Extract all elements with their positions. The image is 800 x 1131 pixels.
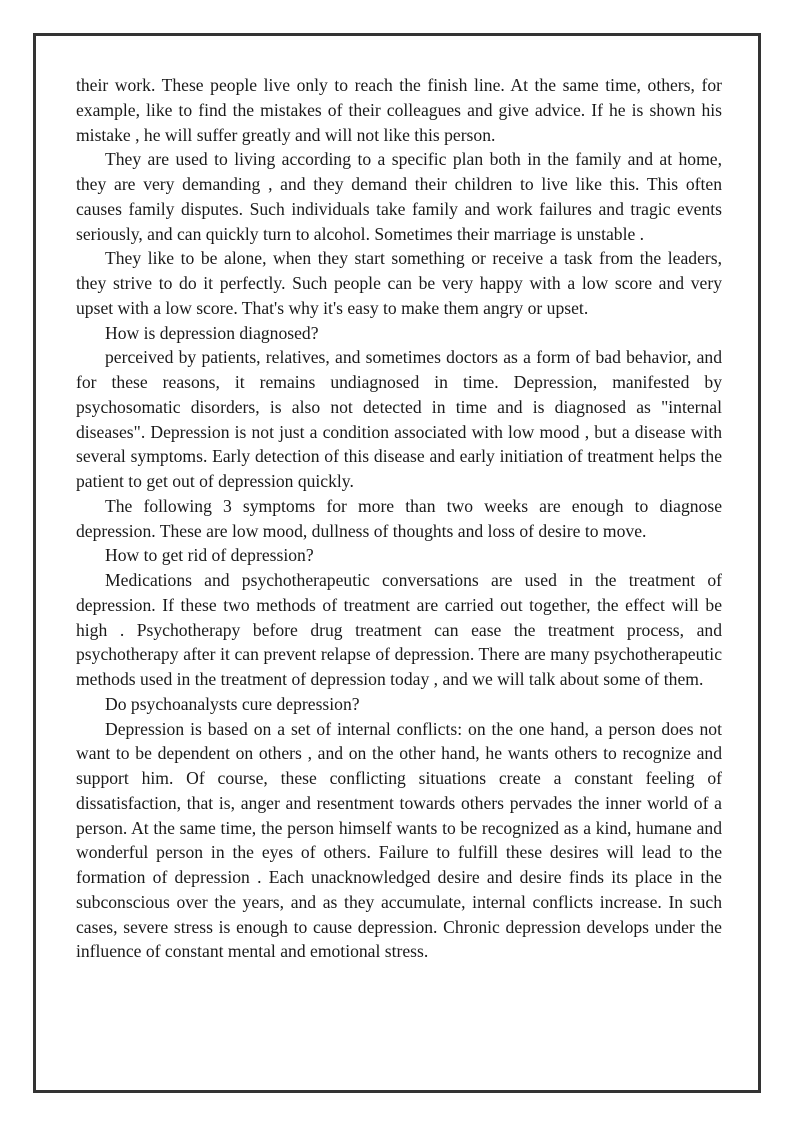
document-body — [76, 73, 722, 964]
paragraph: perceived by patients, relatives, and sometimes doctors as a form of bad behavior, and for these reasons, it remains undiagnosed in time. Depression, manifested by psychosomatic disorders, is also not detected in time and is diagnosed as "internal diseases". Depression is not just a condition associated with low mood , but a disease with several symptoms. Early detection of this disease and early initiation of treatment helps the patient to get out of depression quickly. — [76, 347, 722, 491]
paragraph: The following 3 symptoms for more than two weeks are enough to diagnose depression. These are low mood, dullness of thoughts and loss of desire to move. — [76, 495, 722, 541]
paragraph: Depression is based on a set of internal conflicts: on the one hand, a person does not want to be dependent on others , and on the other hand, he wants others to recognize and support him. Of course, these conflicting situations create a constant feeling of dissatisfaction, that is, anger and resentment towards others pervades the inner world of a person. At the same time, the person himself wants to be recognized as a kind, humane and wonderful person in the eyes of others. Failure to fulfill these desires will lead to the formation of depression . Each unacknowledged desire and desire finds its place in the subconscious over the years, and as they accumulate, internal conflicts increase. In such cases, severe stress is enough to cause depression. Chronic depression develops under the influence of constant mental and emotional stress. — [76, 718, 722, 962]
paragraph: their work. These people live only to reach the finish line. At the same time, others, for example, like to find the mistakes of their colleagues and give advice. If he is shown his mistake , he will suffer greatly and will not like this person. — [76, 75, 722, 145]
paragraph: Medications and psychotherapeutic conversations are used in the treatment of depression. If these two methods of treatment are carried out together, the effect will be high . Psychotherapy before drug treatment can ease the treatment process, and psychotherapy after it can prevent relapse of depression. There are many psychotherapeutic methods used in the treatment of depression today , and we will talk about some of them. — [76, 570, 722, 689]
section-heading: How is depression diagnosed? — [105, 322, 319, 343]
paragraph: They are used to living according to a specific plan both in the family and at home, they are very demanding , and they demand their children to live like this. This often causes family disputes. Such individuals take family and work failures and tragic events seriously, and can quickly turn to alcohol. Sometimes their marriage is unstable . — [76, 149, 722, 244]
paragraph: They like to be alone, when they start something or receive a task from the leaders, they strive to do it perfectly. Such people can be very happy with a low score and very upset with a low score. That's why it's easy to make them angry or upset. — [76, 248, 722, 318]
section-heading: Do psychoanalysts cure depression? — [105, 693, 360, 714]
section-heading: How to get rid of depression? — [105, 545, 314, 566]
